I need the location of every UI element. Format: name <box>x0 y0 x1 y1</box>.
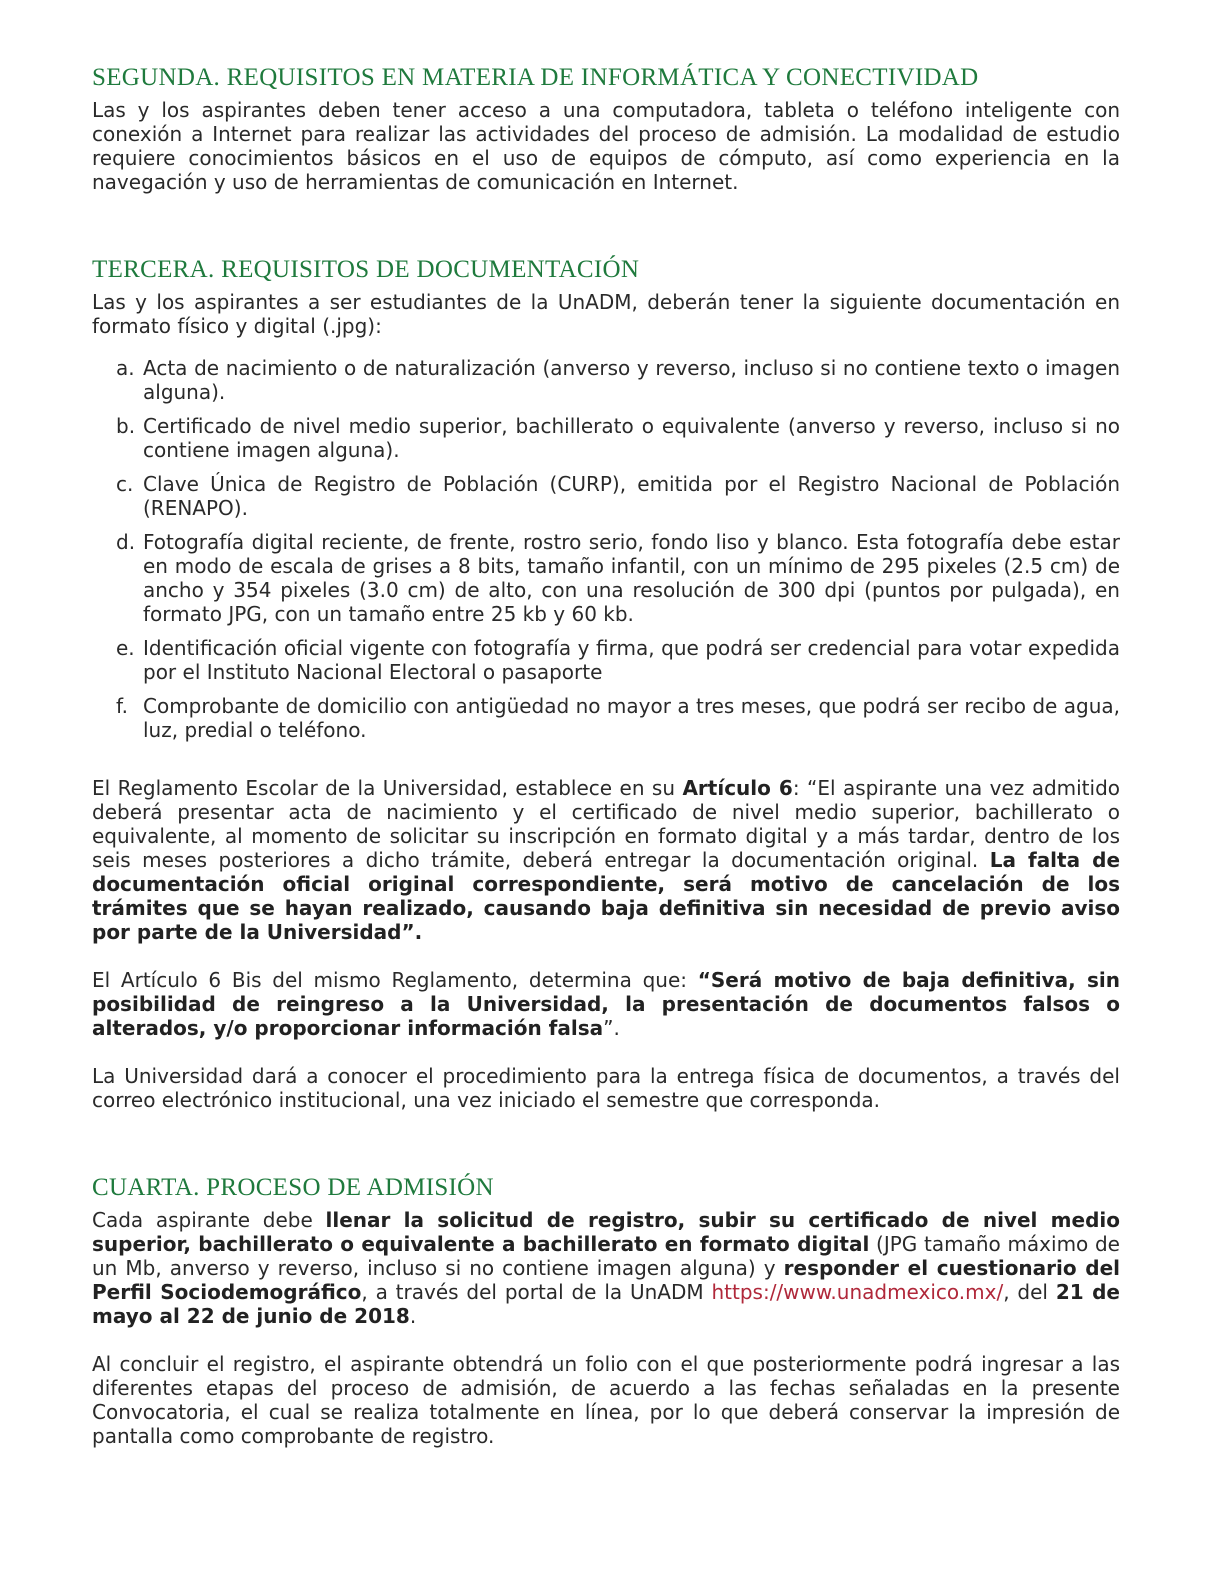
reglamento-text-2: : “El aspirante una vez admitido deberá presentar acta de nacimiento y el certificado de nivel medio superior, bachillerato o equivalente, al momento de solicitar su inscripción en formato digital y a más tardar, dentro de los seis meses posteriores a dicho trámite, deberá entregar la documentación original. <box>92 776 1121 872</box>
conclusion-paragraph: Al concluir el registro, el aspirante obtendrá un folio con el que posteriormente podrá ingresar a las diferentes etapas del proceso de admisión, de acuerdo a las fechas señaladas en la presente Convocatoria, el cual se realiza totalmente en línea, por lo que deberá conservar la impresión de pantalla como comprobante de registro. <box>92 1352 1120 1448</box>
cuarta-text-2: (JPG tamaño máximo de un Mb, anverso y reverso, incluso si no contiene imagen alguna) y <box>92 1232 1120 1280</box>
document-page <box>92 62 1120 1448</box>
bis-bold: “Será motivo de baja definitiva, sin posibilidad de reingreso a la Universidad, la presentación de documentos falsos o alterados, y/o proporcionar información falsa <box>92 968 1121 1040</box>
reglamento-bold-warning: La falta de documentación oficial original correspondiente, será motivo de cancelación de los trámites que se hayan realizado, causando baja definitiva sin necesidad de previo aviso por parte de la Universidad”. <box>92 848 1121 944</box>
section-title-cuarta: CUARTA. PROCESO DE ADMISIÓN <box>92 1174 494 1201</box>
section-title-tercera: TERCERA. REQUISITOS DE DOCUMENTACIÓN <box>92 256 640 283</box>
bis-text-2: ”. <box>603 1016 620 1040</box>
spacer <box>92 1112 1120 1172</box>
tercera-intro: Las y los aspirantes a ser estudiantes de la UnADM, deberán tener la siguiente documentación en formato físico y digital (.jpg): <box>92 290 1120 338</box>
list-item-letter: f. <box>116 694 128 718</box>
spacer <box>92 944 1120 968</box>
spacer <box>92 1040 1120 1064</box>
cuarta-text-3: , a través del portal de la UnADM <box>361 1280 712 1304</box>
cuarta-bold-1: llenar la solicitud de registro, subir su certificado de nivel medio superior, bachillerato o equivalente a bachillerato en formato digital <box>92 1208 1120 1256</box>
list-item <box>92 414 1120 462</box>
spacer <box>92 1328 1120 1352</box>
list-item-letter: a. <box>116 356 135 380</box>
list-item-letter: c. <box>116 472 134 496</box>
spacer <box>92 752 1120 776</box>
list-item-text: Clave Única de Registro de Población (CURP), emitida por el Registro Nacional de Población (RENAPO). <box>143 472 1120 520</box>
cuarta-dates: 21 de mayo al 22 de junio de 2018 <box>92 1280 1120 1328</box>
list-item <box>92 472 1120 520</box>
list-item-text: Certificado de nivel medio superior, bachillerato o equivalente (anverso y reverso, incluso si no contiene imagen alguna). <box>143 414 1120 462</box>
reglamento-text-1: El Reglamento Escolar de la Universidad, establece en su <box>92 776 683 800</box>
list-item-text: Identificación oficial vigente con fotografía y firma, que podrá ser credencial para votar expedida por el Instituto Nacional Electoral o pasaporte <box>143 636 1120 684</box>
cuarta-text-4: , del <box>1003 1280 1056 1304</box>
entrega-paragraph: La Universidad dará a conocer el procedimiento para la entrega física de documentos, a través del correo electrónico institucional, una vez iniciado el semestre que corresponda. <box>92 1064 1120 1112</box>
section-title-segunda: SEGUNDA. REQUISITOS EN MATERIA DE INFORMÁTICA Y CONECTIVIDAD <box>92 64 979 91</box>
list-item <box>92 530 1120 626</box>
list-item-letter: d. <box>116 530 136 554</box>
list-item-letter: e. <box>116 636 135 660</box>
cuarta-bold-2: responder el cuestionario del Perfil Sociodemográfico <box>92 1256 1120 1304</box>
reglamento-paragraph <box>92 776 1120 944</box>
reglamento-article: Artículo 6 <box>682 776 793 800</box>
bis-text-1: El Artículo 6 Bis del mismo Reglamento, determina que: <box>92 968 698 992</box>
bis-paragraph <box>92 968 1120 1040</box>
list-item <box>92 636 1120 684</box>
list-item-text: Comprobante de domicilio con antigüedad no mayor a tres meses, que podrá ser recibo de agua, luz, predial o teléfono. <box>143 694 1120 742</box>
list-item <box>92 356 1120 404</box>
list-item-text: Acta de nacimiento o de naturalización (anverso y reverso, incluso si no contiene texto o imagen alguna). <box>143 356 1120 404</box>
spacer <box>92 194 1120 254</box>
segunda-body: Las y los aspirantes deben tener acceso a una computadora, tableta o teléfono inteligente con conexión a Internet para realizar las actividades del proceso de admisión. La modalidad de estudio requiere conocimientos básicos en el uso de equipos de cómputo, así como experiencia en la navegación y uso de herramientas de comunicación en Internet. <box>92 98 1120 194</box>
requirements-list <box>92 356 1120 742</box>
cuarta-text-1: Cada aspirante debe <box>92 1208 326 1232</box>
list-item-text: Fotografía digital reciente, de frente, rostro serio, fondo liso y blanco. Esta fotografía debe estar en modo de escala de grises a 8 bits, tamaño infantil, con un mínimo de 295 pixeles (2.5 cm) de ancho y 354 pixeles (3.0 cm) de alto, con una resolución de 300 dpi (puntos por pulgada), en formato JPG, con un tamaño entre 25 kb y 60 kb. <box>143 530 1120 626</box>
cuarta-paragraph <box>92 1208 1120 1328</box>
unadm-portal-link[interactable]: https://www.unadmexico.mx/ <box>711 1280 1004 1304</box>
list-item <box>92 694 1120 742</box>
list-item-letter: b. <box>116 414 136 438</box>
cuarta-text-5: . <box>409 1304 417 1328</box>
